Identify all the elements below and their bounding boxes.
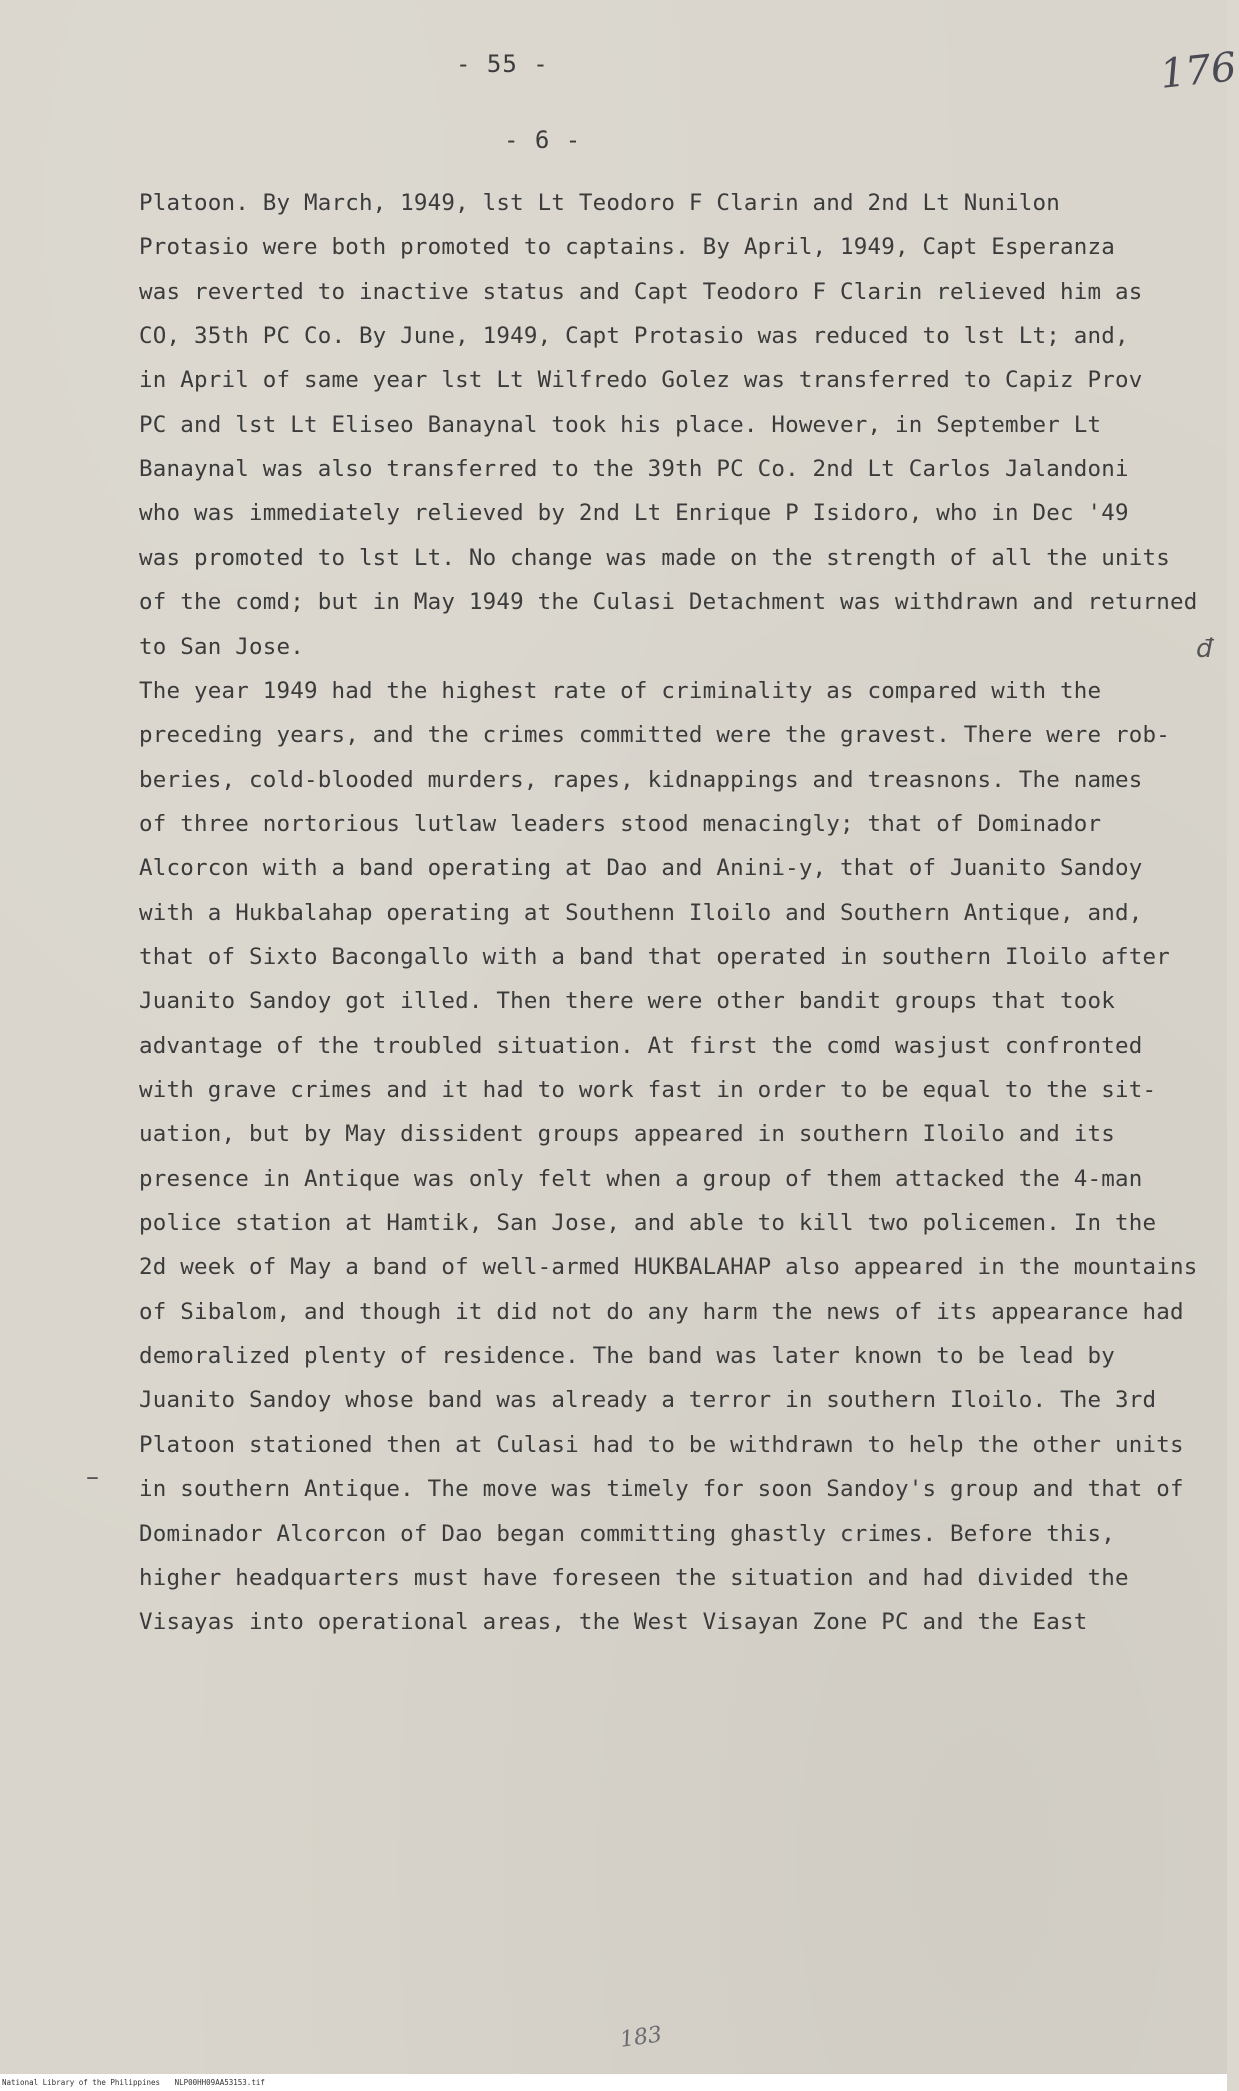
handwritten-page-number: 176: [1157, 44, 1239, 98]
text-line: who was immediately relieved by 2nd Lt Enrique P Isidoro, who in Dec '49: [139, 500, 1129, 527]
scan-footer: [0, 2074, 1227, 2091]
text-line: to San Jose.: [139, 633, 304, 660]
text-line: higher headquarters must have foreseen the situation and had divided the: [139, 1564, 1129, 1591]
text-line: Platoon. By March, 1949, lst Lt Teodoro F Clarin and 2nd Lt Nunilon: [139, 190, 1060, 216]
text-line: in southern Antique. The move was timely for soon Sandoy's group and that of: [139, 1476, 1184, 1503]
footer-file-id: NLP00HH09AA53153.tif: [174, 2078, 265, 2087]
text-line: uation, but by May dissident groups appeared in southern Iloilo and its: [139, 1121, 1115, 1148]
text-line: Dominador Alcorcon of Dao began committing ghastly crimes. Before this,: [139, 1520, 1115, 1547]
text-line: of Sibalom, and though it did not do any harm the news of its appearance had: [139, 1298, 1184, 1325]
text-line: with grave crimes and it had to work fast in order to be equal to the sit-: [139, 1077, 1157, 1103]
handwritten-footer-number: 183: [618, 2022, 664, 2053]
text-line: Platoon stationed then at Culasi had to be withdrawn to help the other units: [139, 1431, 1184, 1458]
text-line: Juanito Sandoy whose band was already a terror in southern Iloilo. The 3rd: [139, 1387, 1157, 1414]
text-line: preceding years, and the crimes committed were the gravest. There were rob-: [139, 722, 1170, 749]
text-line: with a Hukbalahap operating at Southenn Iloilo and Southern Antique, and,: [139, 899, 1143, 926]
text-line: police station at Hamtik, San Jose, and able to kill two policemen. In the: [139, 1210, 1157, 1237]
margin-mark-left: –: [86, 1462, 99, 1492]
text-line: Protasio were both promoted to captains. By April, 1949, Capt Esperanza: [139, 234, 1115, 261]
text-line: beries, cold-blooded murders, rapes, kidnappings and treasnons. The names: [139, 766, 1143, 793]
text-line: presence in Antique was only felt when a group of them attacked the 4-man: [139, 1165, 1143, 1192]
text-line: PC and lst Lt Eliseo Banaynal took his place. However, in September Lt: [139, 411, 1102, 438]
text-line: was promoted to lst Lt. No change was made on the strength of all the units: [139, 544, 1170, 571]
text-line: of three nortorious lutlaw leaders stood menacingly; that of Dominador: [139, 810, 1102, 837]
text-line: Banaynal was also transferred to the 39th PC Co. 2nd Lt Carlos Jalandoni: [139, 456, 1129, 483]
page-number-sub: - 6 -: [504, 126, 582, 154]
text-line: Alcorcon with a band operating at Dao and Anini-y, that of Juanito Sandoy: [139, 855, 1143, 882]
text-line: 2d week of May a band of well-armed HUKBALAHAP also appeared in the mountains: [139, 1254, 1198, 1281]
text-line: Juanito Sandoy got illed. Then there were other bandit groups that took: [139, 988, 1115, 1015]
text-line: The year 1949 had the highest rate of criminality as compared with the: [139, 677, 1102, 704]
text-line: that of Sixto Bacongallo with a band that operated in southern Iloilo after: [139, 943, 1170, 970]
page-number-top: - 55 -: [456, 50, 549, 78]
margin-mark-right: đ: [1196, 634, 1213, 664]
text-line: CO, 35th PC Co. By June, 1949, Capt Protasio was reduced to lst Lt; and,: [139, 323, 1129, 350]
text-line: was reverted to inactive status and Capt Teodoro F Clarin relieved him as: [139, 278, 1143, 305]
text-line: advantage of the troubled situation. At first the comd wasjust confronted: [139, 1032, 1143, 1059]
text-line: Visayas into operational areas, the West Visayan Zone PC and the East: [139, 1609, 1088, 1636]
text-line: demoralized plenty of residence. The band was later known to be lead by: [139, 1343, 1115, 1370]
text-line: of the comd; but in May 1949 the Culasi Detachment was withdrawn and returned: [139, 589, 1198, 616]
text-line: in April of same year lst Lt Wilfredo Golez was transferred to Capiz Prov: [139, 367, 1143, 394]
footer-library: National Library of the Philippines: [2, 2078, 161, 2087]
